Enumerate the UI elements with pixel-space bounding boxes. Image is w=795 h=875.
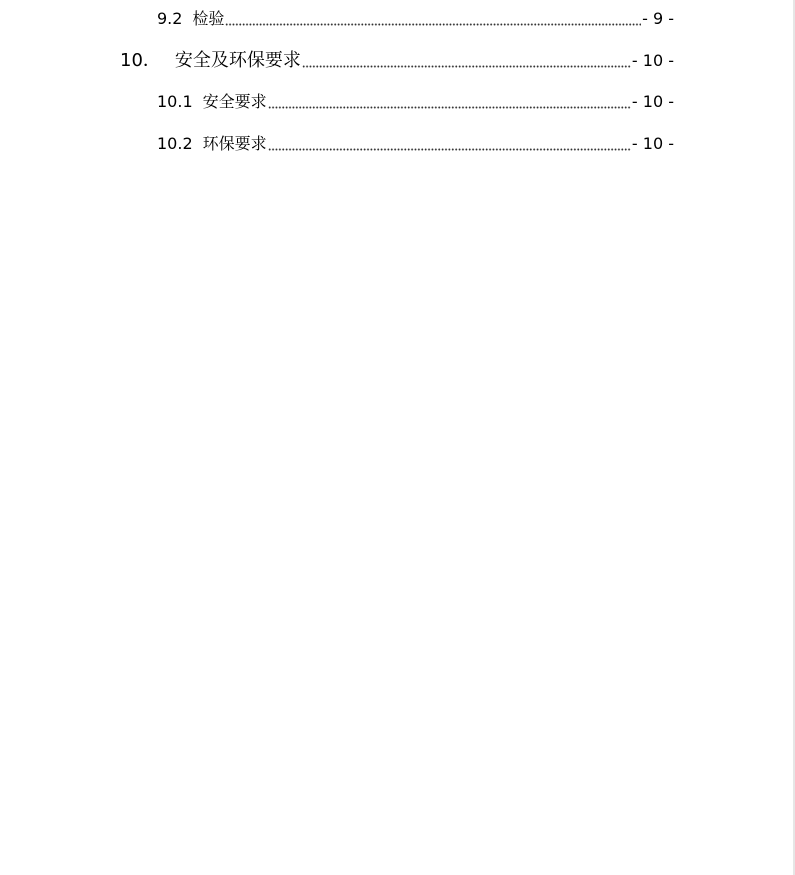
toc-dot-leader bbox=[225, 10, 641, 26]
toc-entry-title: 环保要求 bbox=[202, 134, 267, 153]
toc-entry-page: - 10 - bbox=[631, 134, 674, 153]
toc-entry-10-1[interactable] bbox=[157, 91, 674, 111]
toc-entry-10[interactable] bbox=[120, 48, 674, 70]
toc-entry-page: - 10 - bbox=[631, 92, 674, 111]
toc-entry-number: 10.2 bbox=[157, 134, 193, 153]
toc-dot-leader bbox=[268, 135, 631, 151]
toc-entry-number: 10． bbox=[120, 50, 161, 71]
toc-entry-number: 9.2 bbox=[157, 9, 183, 28]
toc-entry-page: - 9 - bbox=[642, 9, 674, 28]
toc-entry-10-2[interactable] bbox=[157, 133, 674, 153]
toc-entry-9-2[interactable] bbox=[157, 8, 674, 28]
toc-dot-leader bbox=[268, 93, 631, 109]
toc-entry-page: - 10 - bbox=[631, 51, 674, 70]
toc-entry-number: 10.1 bbox=[157, 92, 193, 111]
toc-entry-title: 检验 bbox=[192, 9, 225, 28]
toc-dot-leader bbox=[302, 50, 631, 68]
toc-entry-title: 安全要求 bbox=[202, 92, 267, 111]
toc-entry-title: 安全及环保要求 bbox=[174, 50, 301, 71]
